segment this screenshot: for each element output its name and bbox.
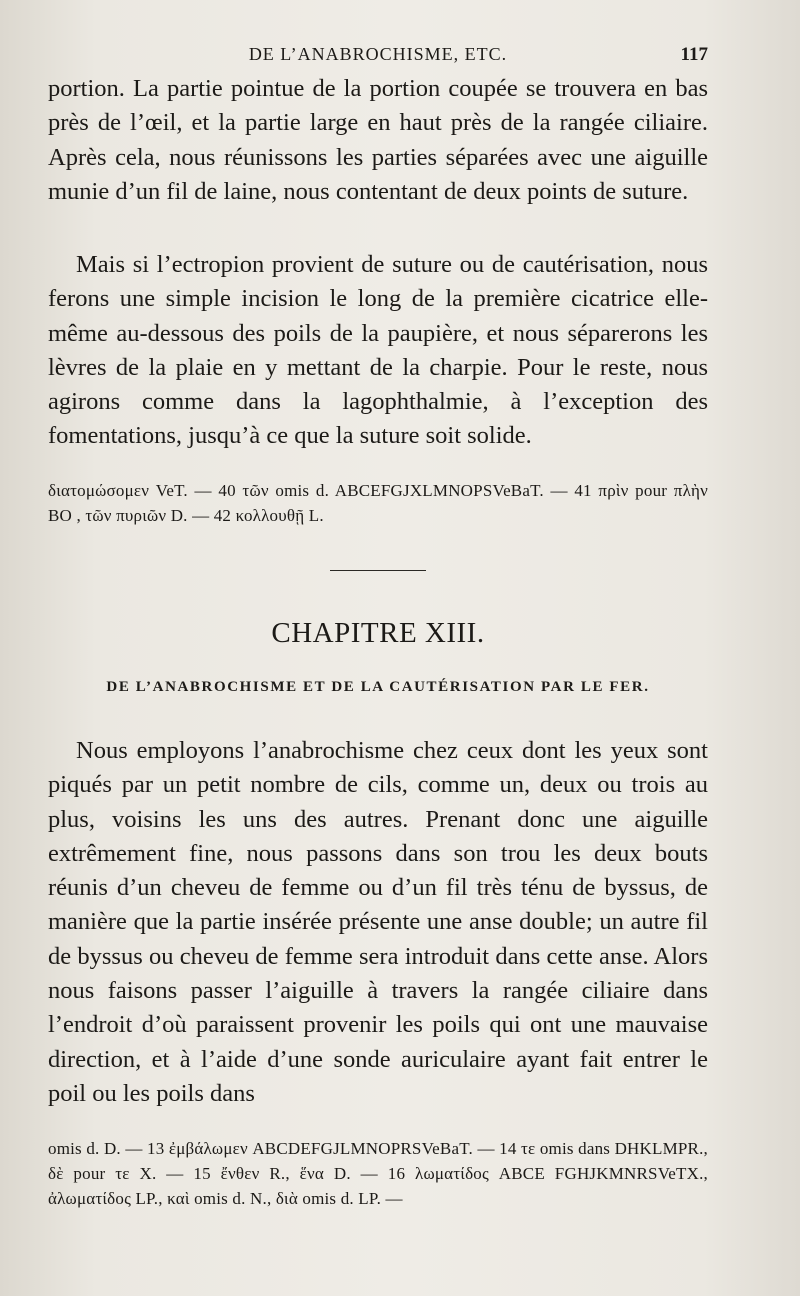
footnote-text: διατομώσομεν VeT. — 40 τῶν omis d. ABCEFGJXLMNOPSVeBaT. — 41 πρὶν pour πλὴν BO , τῶν πυριῶν D. — 42 κολλουθῇ L. bbox=[48, 481, 708, 525]
page-number: 117 bbox=[680, 44, 708, 65]
paragraph-text: portion. La partie pointue de la portion coupée se trouvera en bas près de l’œil, et la partie large en haut près de la rangée ciliaire. Après cela, nous réunissons les parties séparées avec une aiguille munie d’un fil de laine, nous contentant de deux points de suture. bbox=[48, 75, 708, 205]
paragraph-text: Nous employons l’anabrochisme chez ceux dont les yeux sont piqués par un petit nombre de cils, comme un, deux ou trois au plus, voisins les uns des autres. Prenant donc une aiguille extrêmement fine, nous passons dans son trou les deux bouts réunis d’un cheveu de femme ou d’un fil très ténu de byssus, de manière que la partie insérée présente une anse double; un autre fil de byssus ou cheveu de femme sera introduit dans cette anse. Alors nous faisons passer l’aiguille à travers la rangée ciliaire dans l’endroit d’où paraissent provenir les poils qui ont une mauvaise direction, et à l’aide d’une sonde auriculaire ayant fait entrer le poil ou les poils dans bbox=[48, 737, 708, 1107]
chapter-title: CHAPITRE XIII. bbox=[271, 617, 485, 649]
section-divider bbox=[330, 570, 426, 571]
footnotes-section-1 bbox=[48, 478, 708, 528]
paragraph-anabrochisme bbox=[48, 734, 708, 1111]
chapter-subtitle: DE L’ANABROCHISME ET DE LA CAUTÉRISATION PAR LE FER. bbox=[106, 679, 650, 695]
running-head-title: DE L’ANABROCHISME, ETC. bbox=[248, 44, 508, 64]
running-head bbox=[48, 44, 708, 70]
footnote-text: omis d. D. — 13 ἐμβάλωμεν ABCDEFGJLMNOPRSVeBaT. — 14 τε omis dans DHKLMPR., δὲ pour τε X. — 15 ἔνθεν R., ἕνα D. — 16 λωματίδος ABCE FGHJKMNRSVeTX., ἀλωματίδος LP., καὶ omis d. N., διὰ omis d. LP. — bbox=[48, 1139, 708, 1208]
paragraph-text: Mais si l’ectropion provient de suture ou de cautérisation, nous ferons une simple incision le long de la première cicatrice elle-même au-dessous des poils de la paupière, et nous séparerons les lèvres de la plaie en y mettant de la charpie. Pour le reste, nous agirons comme dans la lagophthalmie, à l’exception des fomentations, jusqu’à ce que la suture soit solide. bbox=[48, 251, 708, 450]
paragraph-continuation bbox=[48, 72, 708, 209]
paragraph-ectropion bbox=[48, 248, 708, 454]
footnotes-section-2 bbox=[48, 1136, 708, 1211]
